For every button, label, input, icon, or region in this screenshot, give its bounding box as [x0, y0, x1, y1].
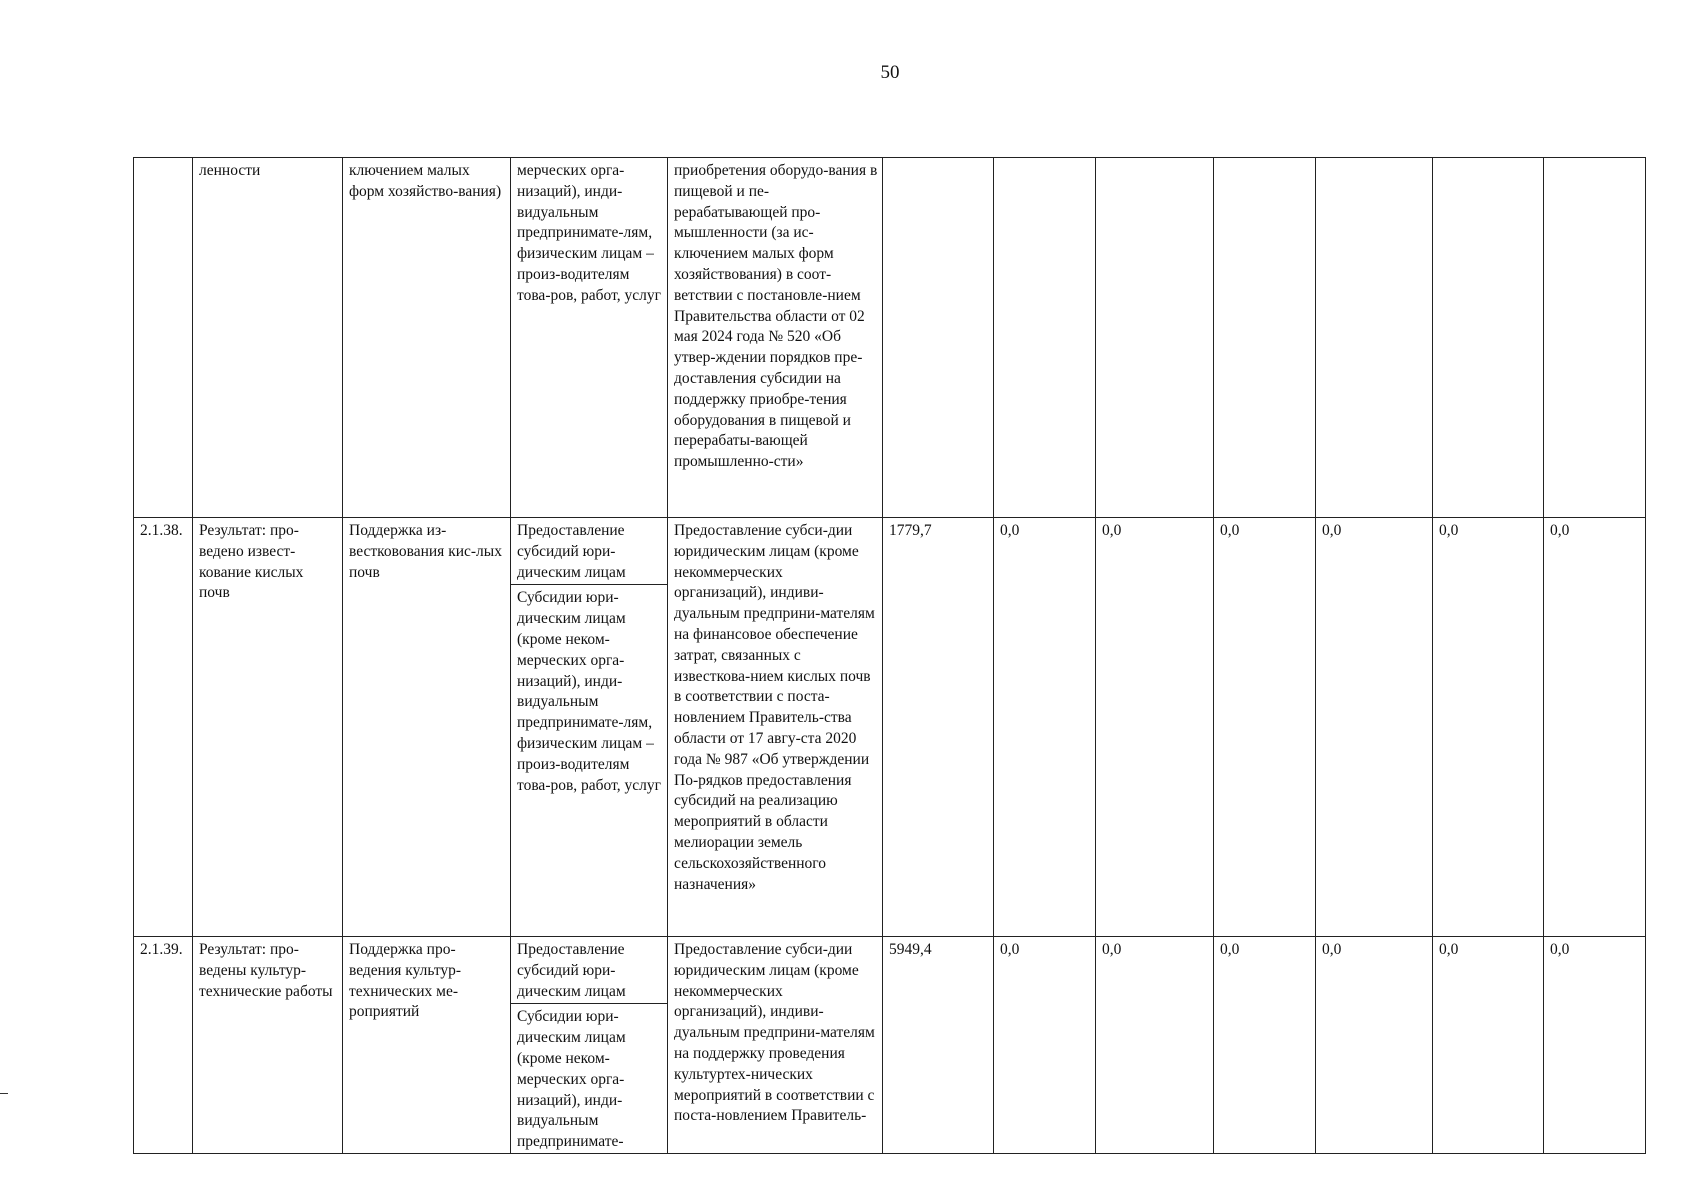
value-cell: [1544, 158, 1646, 518]
value-cell: [883, 158, 994, 518]
value-cell: [1096, 158, 1214, 518]
description-cell: Предоставление субси-дии юридическим лицам (кроме некоммерческих организаций), индиви-дуальным предприни-мателям на поддержку проведения культуртех-нических мероприятий в соответствии с поста-новлением Правитель-: [668, 937, 883, 1154]
row-number-cell: 2.1.39.: [134, 937, 193, 1154]
table-row: [134, 158, 1646, 518]
value-cell: [994, 158, 1096, 518]
form-cell: [511, 937, 668, 1154]
form-type: Предоставление субсидий юри-дическим лицам: [511, 521, 667, 585]
row-number-cell: [134, 158, 193, 518]
value-cell: [1433, 158, 1544, 518]
value-cell: 0,0: [1096, 937, 1214, 1154]
form-text: мерческих орга-низаций), инди-видуальным предпринимате-лям, физическим лицам – произ-водителям това-ров, работ, услуг: [517, 162, 661, 304]
value-cell: 0,0: [994, 518, 1096, 937]
value-cell: 0,0: [1544, 518, 1646, 937]
form-cell: [511, 518, 668, 937]
value-cell: 1779,7: [883, 518, 994, 937]
value-cell: [1316, 158, 1433, 518]
scan-mark: [0, 1093, 8, 1094]
support-cell: Поддержка из-вестковования кис-лых почв: [343, 518, 511, 937]
value-cell: 0,0: [1433, 937, 1544, 1154]
result-cell: ленности: [193, 158, 343, 518]
result-cell: Результат: про-ведено извест-кование кислых почв: [193, 518, 343, 937]
table-row: [134, 937, 1646, 1154]
form-recipients: Субсидии юри-дическим лицам (кроме неком-мерческих орга-низаций), инди-видуальным предпринимате-: [517, 1008, 626, 1151]
page-number: 50: [880, 62, 900, 83]
value-cell: 0,0: [1544, 937, 1646, 1154]
value-cell: 0,0: [1316, 937, 1433, 1154]
table-row: [134, 518, 1646, 937]
description-cell: Предоставление субси-дии юридическим лицам (кроме некоммерческих организаций), индиви-дуальным предприни-мателям на финансовое обеспечение затрат, связанных с известкова-нием кислых почв в соответствии с поста-новлением Правитель-ства области от 17 авгу-ста 2020 года № 987 «Об утверждении По-рядков предоставления субсидий на реализацию мероприятий в области мелиорации земель сельскохозяйственного назначения»: [668, 518, 883, 937]
value-cell: 5949,4: [883, 937, 994, 1154]
program-table: [133, 157, 1646, 1154]
value-cell: 0,0: [994, 937, 1096, 1154]
value-cell: 0,0: [1214, 937, 1316, 1154]
value-cell: 0,0: [1316, 518, 1433, 937]
value-cell: 0,0: [1433, 518, 1544, 937]
form-recipients: Субсидии юри-дическим лицам (кроме неком-мерческих орга-низаций), инди-видуальным предпринимате-лям, физическим лицам – произ-водителям това-ров, работ, услуг: [517, 589, 661, 794]
form-type: Предоставление субсидий юри-дическим лицам: [511, 940, 667, 1004]
support-cell: Поддержка про-ведения культур-технических ме-роприятий: [343, 937, 511, 1154]
form-cell: [511, 158, 668, 518]
support-cell: ключением малых форм хозяйство-вания): [343, 158, 511, 518]
description-cell: приобретения оборудо-вания в пищевой и пе-рерабатывающей про-мышленности (за ис-ключением малых форм хозяйствования) в соот-ветствии с постановле-нием Правительства области от 02 мая 2024 года № 520 «Об утвер-ждении порядков пре-доставления субсидии на поддержку приобре-тения оборудования в пищевой и перерабаты-вающей промышленно-сти»: [668, 158, 883, 518]
row-number-cell: 2.1.38.: [134, 518, 193, 937]
value-cell: 0,0: [1214, 518, 1316, 937]
value-cell: 0,0: [1096, 518, 1214, 937]
value-cell: [1214, 158, 1316, 518]
result-cell: Результат: про-ведены культур-технические работы: [193, 937, 343, 1154]
